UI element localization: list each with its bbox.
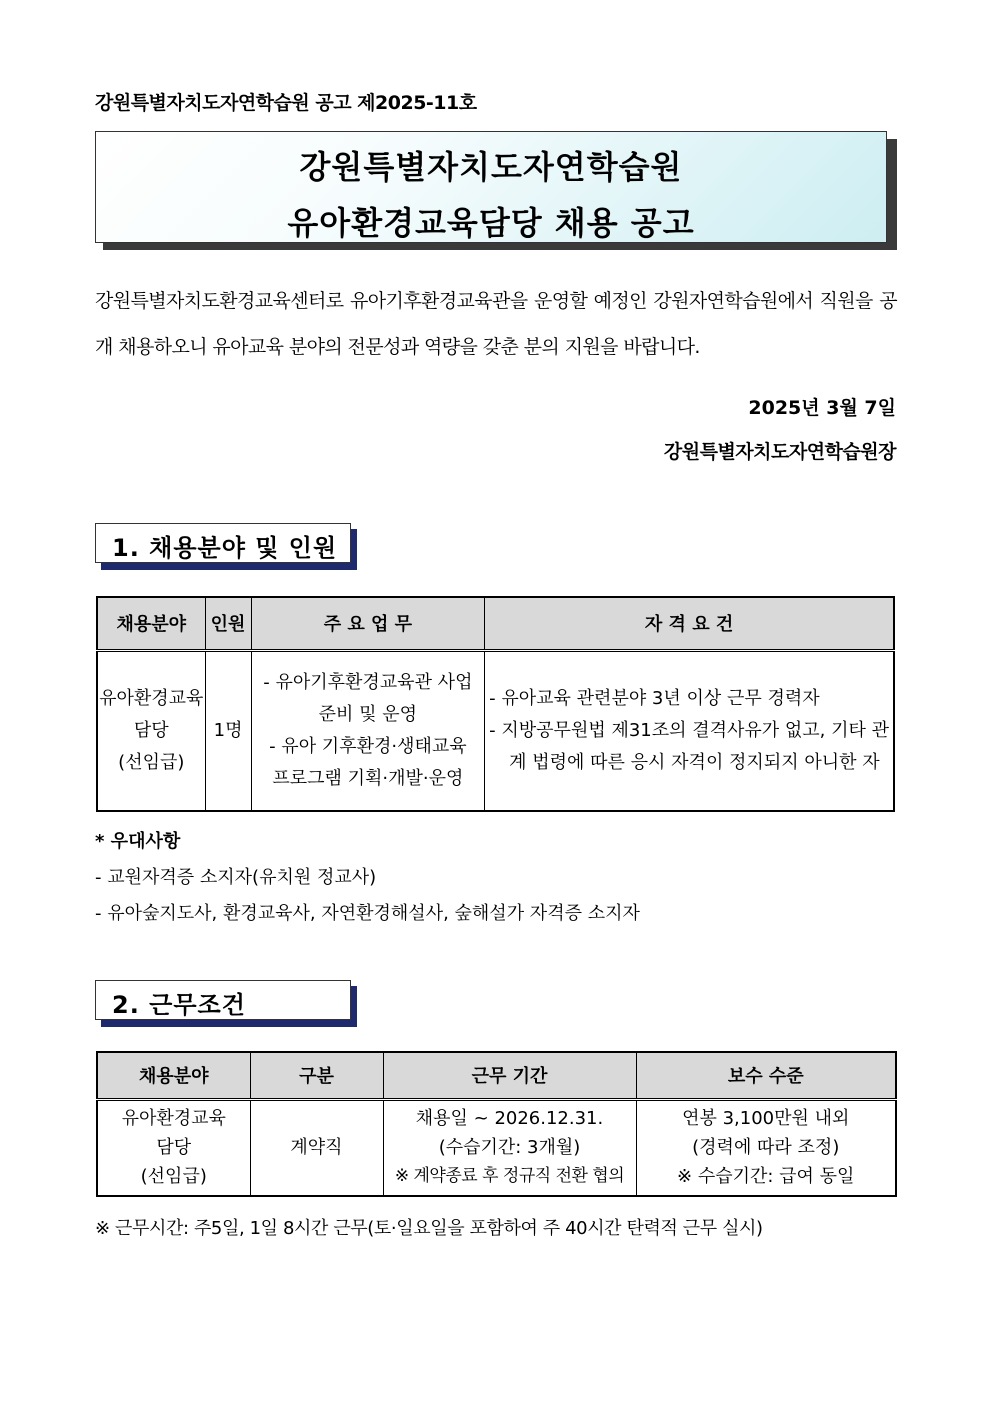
recruitment-table [96,596,895,812]
duty-line-1: - 유아기후환경교육관 사업 [263,671,473,693]
duty-line-4: 프로그램 기획·개발·운영 [272,767,464,789]
duty-line-3: - 유아 기후환경·생태교육 [269,735,467,757]
header-field: 채용분야 [97,597,205,650]
title-line-1: 강원특별자치도자연학습원 [299,148,683,186]
pay-line-1: 연봉 3,100만원 내외 [682,1108,850,1130]
preferences-title: * 우대사항 [95,831,181,852]
qualification-line-1: - 유아교육 관련분야 3년 이상 근무 경력자 [489,687,820,709]
cell-pay [636,1099,896,1196]
title-banner [95,131,897,250]
header-count: 인원 [205,597,251,650]
qualification-line-3: 계 법령에 따른 응시 자격이 정지되지 아니한 자 [509,751,880,773]
section1-heading-box [95,523,357,570]
header-duties: 주 요 업 무 [251,597,485,650]
field-line-2: 담당 [156,1137,192,1159]
cell-type: 계약직 [250,1099,383,1196]
title-line-2: 유아환경교육담당 채용 공고 [287,204,695,242]
field-line-1: 유아환경교육 [99,687,204,709]
preference-item: - 교원자격증 소지자(유치원 정교사) [95,867,377,888]
section1-heading: 1. 채용분야 및 인원 [95,523,351,563]
cell-field [97,1099,250,1196]
field-line-2: 담당 [133,719,169,741]
working-conditions-table [96,1051,897,1197]
preference-item: - 유아숲지도사, 환경교육사, 자연환경해설사, 숲해설가 자격증 소지자 [95,903,640,924]
section2-heading-box [95,980,357,1027]
notice-date: 2025년 3월 7일 [748,397,896,419]
field-line-1: 유아환경교육 [121,1108,226,1130]
title-box [95,131,887,243]
header-pay: 보수 수준 [636,1052,896,1099]
section2-heading: 2. 근무조건 [95,980,351,1020]
period-line-1: 채용일 ~ 2026.12.31. [415,1108,604,1130]
notice-number: 강원특별자치도자연학습원 공고 제2025-11호 [95,92,477,114]
field-line-3: (선임급) [118,751,185,773]
header-period: 근무 기간 [383,1052,636,1099]
header-type: 구분 [250,1052,383,1099]
qualification-line-2: - 지방공무원법 제31조의 결격사유가 없고, 기타 관 [489,719,889,741]
header-field: 채용분야 [97,1052,250,1099]
cell-count: 1명 [205,650,251,811]
preferences [95,824,640,932]
cell-period [383,1099,636,1196]
cell-qualifications [485,650,894,811]
pay-line-3: ※ 수습기간: 급여 동일 [677,1166,855,1188]
cell-duties [251,650,485,811]
period-line-2: (수습기간: 3개월) [438,1137,581,1159]
table-row [97,1099,896,1196]
cell-field [97,650,205,811]
table-row [97,650,894,811]
header-qualifications: 자 격 요 건 [485,597,894,650]
conditions-table-header-row [97,1052,896,1099]
duty-line-2: 준비 및 운영 [318,703,418,725]
working-hours-note: ※ 근무시간: 주5일, 1일 8시간 근무(토·일요일을 포함하여 주 40시간 탄력적 근무 실시) [95,1218,763,1239]
field-line-3: (선임급) [140,1166,207,1188]
issuer: 강원특별자치도자연학습원장 [663,441,896,463]
recruitment-table-header-row [97,597,894,650]
pay-line-2: (경력에 따라 조정) [692,1137,840,1159]
intro-paragraph: 강원특별자치도환경교육센터로 유아기후환경교육관을 운영할 예정인 강원자연학습원에서 직원을 공개 채용하오니 유아교육 분야의 전문성과 역량을 갖춘 분의 지원을 바랍니다. [95,290,897,358]
period-line-3: ※ 계약종료 후 정규직 전환 협의 [394,1166,625,1187]
